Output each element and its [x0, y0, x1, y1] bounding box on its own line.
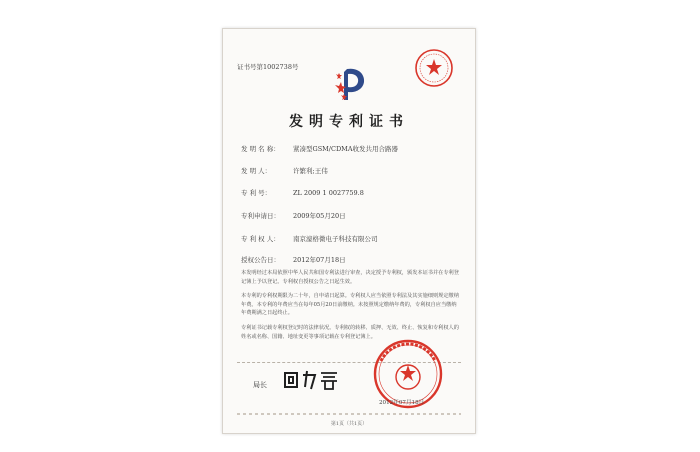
- page-title: 发明专利证书: [289, 114, 409, 130]
- field-grant-date: [241, 255, 346, 264]
- field-patent-number: [241, 188, 364, 197]
- field-label: 发 明 人：: [241, 167, 272, 175]
- field-invention-name: [241, 144, 398, 153]
- seal-date: 2012年07月18日: [379, 400, 425, 406]
- patent-certificate: [222, 28, 476, 434]
- director-signature-icon: [281, 367, 343, 393]
- field-value: 2012年07月18日: [293, 256, 346, 264]
- field-value: 紧凑型GSM/CDMA收发共用合路器: [293, 145, 399, 153]
- field-inventor: [241, 166, 328, 175]
- field-value: 许繁利;王伟: [293, 167, 328, 175]
- field-application-date: [241, 211, 346, 220]
- field-label: 发 明 名 称：: [241, 145, 280, 153]
- top-seal-stamp-icon: [413, 47, 455, 89]
- field-label: 专 利 权 人：: [241, 235, 280, 243]
- field-patentee: [241, 234, 378, 243]
- bottom-stripe: [237, 413, 461, 415]
- field-label: 专利申请日：: [241, 212, 280, 220]
- field-value: 南京濠格微电子科技有限公司: [293, 235, 378, 243]
- patent-office-logo-icon: [333, 65, 369, 103]
- field-value: ZL 2009 1 0027759.8: [293, 189, 364, 197]
- field-label: 专 利 号：: [241, 189, 272, 197]
- page-info: 第1页（共1页）: [330, 421, 368, 427]
- paragraph-term: 本专利的专利权期限为二十年，自申请日起算。专利权人应当依照专利法及其实施细则规定缴纳年费。本专利的年费应当在每年05月20日前缴纳。未按照规定缴纳年费的，专利权自应当缴纳年费期满之日起终止。: [241, 293, 459, 317]
- paragraph-statement: 本发明经过本局依照中华人民共和国专利法进行审查，决定授予专利权，颁发本证书并在专利登记簿上予以登记。专利权自授权公告之日起生效。: [241, 270, 459, 285]
- field-value: 2009年05月20日: [293, 212, 346, 220]
- official-title: 局长: [253, 381, 267, 389]
- field-label: 授权公告日：: [241, 256, 280, 264]
- certificate-number: 证书号第1002738号: [237, 63, 299, 71]
- paragraph-registration: 专利证书记载专利权登记时的法律状况。专利权的转移、质押、无效、终止、恢复和专利权人的姓名或名称、国籍、地址变更等事项记载在专利登记簿上。: [241, 325, 459, 340]
